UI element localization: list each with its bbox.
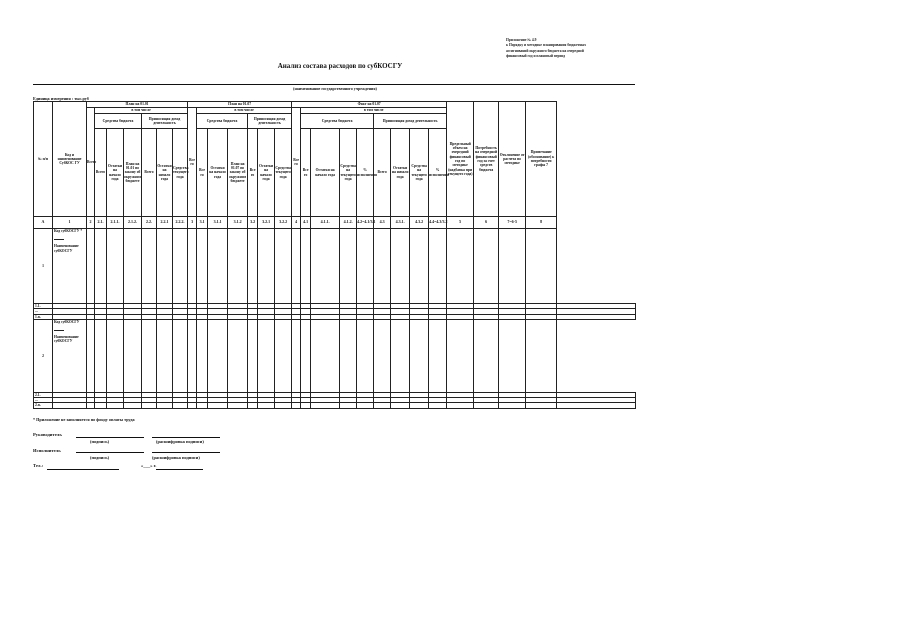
col-number: 2.1.: [95, 217, 107, 229]
date-month-line: [156, 469, 203, 470]
data-cell[interactable]: [228, 229, 248, 304]
data-cell[interactable]: [188, 229, 197, 304]
data-cell[interactable]: [107, 319, 124, 392]
data-cell[interactable]: [208, 403, 228, 408]
row-number: 1.1.: [34, 304, 53, 309]
header-in-that-2: в том числе: [197, 108, 292, 114]
data-cell[interactable]: [292, 319, 301, 392]
header-sub-ostatki: Остатки на начало года: [311, 129, 340, 217]
data-cell[interactable]: [391, 319, 410, 392]
data-cell[interactable]: [410, 229, 429, 304]
header-plan-0101: План на 01.01: [87, 102, 188, 108]
data-cell[interactable]: [275, 403, 292, 408]
header-budget-3: Средства бюджета: [301, 114, 374, 129]
data-cell[interactable]: [429, 403, 447, 408]
data-cell[interactable]: [197, 403, 208, 408]
header-sub-pct: % исполнения: [429, 129, 447, 217]
col-number: 2.1.2.: [124, 217, 142, 229]
col-number: 4: [292, 217, 301, 229]
col-number: 4.3.2: [410, 217, 429, 229]
row-code-name[interactable]: [53, 319, 87, 392]
col-number: 4.3.1.: [391, 217, 410, 229]
header-sub-sredstva: Средства на текущего года: [410, 129, 429, 217]
data-cell[interactable]: [526, 319, 557, 392]
row-number: 1: [34, 229, 53, 304]
col-number: 3.2.2: [275, 217, 292, 229]
header-sub-vsego: Все го: [301, 129, 311, 217]
executor-name-line[interactable]: [152, 452, 220, 453]
col-number: 8: [526, 217, 557, 229]
data-cell[interactable]: [447, 403, 474, 408]
subkosgu-code-label: Код субКОСГУ *: [54, 229, 83, 233]
data-cell[interactable]: [95, 403, 107, 408]
analysis-table: [33, 101, 636, 411]
data-cell[interactable]: [391, 229, 410, 304]
header-in-that-1: в том числе: [95, 108, 188, 114]
header-num: № п/п: [34, 102, 53, 217]
data-cell[interactable]: [173, 319, 188, 392]
col-number: 5: [447, 217, 474, 229]
header-sub-ostatki: Остатки на начало года: [107, 129, 124, 217]
col-number: 3.1.1: [208, 217, 228, 229]
header-predel: Предельный объем на очередной финансовый год по методике (надбавка при текущего года): [447, 102, 474, 217]
data-cell[interactable]: [248, 319, 258, 392]
table-row: [34, 403, 636, 408]
executor-label: Исполнитель: [33, 448, 61, 453]
data-cell[interactable]: [311, 403, 340, 408]
document-title: Анализ состава расходов по субКОСГУ: [277, 62, 403, 70]
data-cell[interactable]: [474, 403, 499, 408]
col-number: 1: [53, 217, 87, 229]
appendix-line: ассигнований окружного бюджета на очередной: [506, 48, 584, 53]
header-kod: Код и наименование СубКОС ГУ: [53, 102, 87, 217]
header-sub-ostatki: Остатки на начало года: [157, 129, 173, 217]
data-cell[interactable]: [374, 229, 391, 304]
header-sub-ostatki: Остатки на начало года: [258, 129, 275, 217]
divider: [54, 239, 64, 240]
name-caption: (расшифровка подписи): [152, 455, 200, 460]
data-cell[interactable]: [142, 403, 157, 408]
header-sub-vsego: Все го: [248, 129, 258, 217]
col-number: 2: [87, 217, 95, 229]
data-cell[interactable]: [526, 229, 557, 304]
data-cell[interactable]: [53, 403, 87, 408]
header-sub-sredstva: Средства текущего года: [275, 129, 292, 217]
data-cell[interactable]: [374, 403, 391, 408]
data-cell[interactable]: [557, 403, 636, 408]
data-cell[interactable]: [301, 319, 311, 392]
data-cell[interactable]: [275, 319, 292, 392]
footnote: * Приложение не заполняется по фонду оплаты труда: [33, 417, 135, 422]
data-cell[interactable]: [248, 403, 258, 408]
data-cell[interactable]: [197, 229, 208, 304]
data-cell[interactable]: [95, 229, 107, 304]
organization-name-line: [33, 84, 635, 85]
header-potrebnost: Потребность на очередной финансовый год за счет средств бюджета: [474, 102, 499, 217]
col-number: 3.1: [197, 217, 208, 229]
header-sub-plan-zakon: План на 01.01 по закону об окружном бюджете: [124, 129, 142, 217]
signature-caption: (подпись): [90, 439, 110, 444]
unit-of-measure: Единица измерения : тыс.руб: [33, 96, 89, 101]
data-cell[interactable]: [124, 229, 142, 304]
row-code-name[interactable]: [53, 229, 87, 304]
data-cell[interactable]: [173, 229, 188, 304]
data-cell[interactable]: [157, 403, 173, 408]
data-cell[interactable]: [292, 229, 301, 304]
data-cell[interactable]: [87, 403, 95, 408]
data-cell[interactable]: [87, 319, 95, 392]
data-cell[interactable]: [410, 403, 429, 408]
data-cell[interactable]: [228, 319, 248, 392]
col-number: 3.1.2: [228, 217, 248, 229]
data-cell[interactable]: [474, 229, 499, 304]
divider: [54, 330, 64, 331]
head-label: Руководитель: [33, 432, 62, 437]
header-sub-sredstva: Средства текущего года: [173, 129, 188, 217]
header-sub-vsego: Все го: [197, 129, 208, 217]
date-field[interactable]: «___» г.: [141, 463, 157, 468]
organization-caption: (наименование государственного учреждения): [293, 86, 377, 91]
col-number: 4.1.2.: [340, 217, 357, 229]
header-vsego-3: Все го: [292, 108, 301, 217]
subkosgu-name-label: Наименование субКОСГУ: [54, 335, 79, 344]
header-vsego-2: Все го: [188, 108, 197, 217]
data-cell[interactable]: [142, 229, 157, 304]
data-cell[interactable]: [357, 319, 374, 392]
header-income-3: Приносящая доход деятельность: [374, 114, 447, 129]
data-cell[interactable]: [311, 229, 340, 304]
data-cell[interactable]: [208, 229, 228, 304]
row-number: 2.n.: [34, 403, 53, 408]
col-number: 2.2.2.: [173, 217, 188, 229]
data-cell[interactable]: [429, 229, 447, 304]
header-income-1: Приносящая доход деятельность: [142, 114, 188, 129]
header-sub-vsego: Всего: [142, 129, 157, 217]
data-cell[interactable]: [292, 403, 301, 408]
data-cell[interactable]: [188, 403, 197, 408]
col-number: 4.1.1.: [311, 217, 340, 229]
col-number: 3.2: [248, 217, 258, 229]
data-cell[interactable]: [429, 319, 447, 392]
col-number: 4.4=4.3/3.2: [429, 217, 447, 229]
header-sub-pct: % исполнения: [357, 129, 374, 217]
data-cell[interactable]: [107, 229, 124, 304]
header-income-2: Приносящая доход деятельность: [248, 114, 292, 129]
header-sub-sredstva: Средства на текущего года: [340, 129, 357, 217]
data-cell[interactable]: [357, 403, 374, 408]
data-cell[interactable]: [157, 229, 173, 304]
header-sub-ostatki: Остатки на начало года: [391, 129, 410, 217]
data-cell[interactable]: [499, 229, 526, 304]
name-caption: (расшифровка подписи): [156, 439, 204, 444]
header-fact-0107: Факт на 01.07: [292, 102, 447, 108]
subkosgu-code-label: Код субКОСГУ: [54, 319, 80, 324]
data-cell[interactable]: [107, 403, 124, 408]
data-cell[interactable]: [340, 229, 357, 304]
phone-label: Тел.:: [33, 463, 44, 468]
data-cell[interactable]: [173, 403, 188, 408]
phone-line[interactable]: [47, 469, 119, 470]
table-row: [34, 229, 636, 304]
header-primechanie: Примечание (обоснование) к потребности графы 7: [526, 102, 557, 217]
header-sub-vsego: Всего: [95, 129, 107, 217]
col-number: 4.3: [374, 217, 391, 229]
col-number: 2.2.: [142, 217, 157, 229]
data-cell[interactable]: [258, 319, 275, 392]
subkosgu-name-label: Наименование субКОСГУ: [54, 244, 79, 253]
data-cell[interactable]: [124, 319, 142, 392]
data-cell[interactable]: [499, 319, 526, 392]
col-number: 7=6-5: [499, 217, 526, 229]
col-number: 4.1: [301, 217, 311, 229]
col-number: 3: [188, 217, 197, 229]
data-cell[interactable]: [301, 403, 311, 408]
col-number: 3.2.1: [258, 217, 275, 229]
col-number: 6: [474, 217, 499, 229]
header-vsego-1: Всего: [87, 108, 95, 217]
appendix-note: [506, 38, 656, 60]
data-cell[interactable]: [474, 319, 499, 392]
data-cell[interactable]: [311, 319, 340, 392]
head-name-line[interactable]: [152, 437, 220, 438]
header-sub-plan-zakon: План на 01.07 по закону об окружном бюджете: [228, 129, 248, 217]
row-number: 2.1.: [34, 392, 53, 397]
header-plan-0107: План на 01.07: [188, 102, 292, 108]
header-sub-vsego: Всего: [374, 129, 391, 217]
appendix-line: к Порядку и методике планирования бюджетных: [506, 43, 587, 48]
header-otklonenie: Отклонение от расчета по методике: [499, 102, 526, 217]
data-cell[interactable]: [275, 229, 292, 304]
data-cell[interactable]: [95, 319, 107, 392]
executor-signature-line[interactable]: [76, 452, 144, 453]
data-cell[interactable]: [197, 319, 208, 392]
data-cell[interactable]: [157, 319, 173, 392]
data-cell[interactable]: [142, 319, 157, 392]
data-cell[interactable]: [499, 403, 526, 408]
data-cell[interactable]: [391, 403, 410, 408]
row-number: ...: [34, 309, 53, 314]
header-budget-1: Средства бюджета: [95, 114, 142, 129]
data-cell[interactable]: [258, 403, 275, 408]
data-cell[interactable]: [447, 319, 474, 392]
col-number: 4.2=4.1/3.1: [357, 217, 374, 229]
col-number: А: [34, 217, 53, 229]
head-signature-line[interactable]: [76, 437, 144, 438]
col-number: 2.2.1: [157, 217, 173, 229]
header-in-that-3: в том числе: [301, 108, 447, 114]
row-number: ...: [34, 398, 53, 403]
data-cell[interactable]: [447, 229, 474, 304]
data-cell[interactable]: [557, 314, 636, 319]
data-cell[interactable]: [374, 319, 391, 392]
col-number: 2.1.1.: [107, 217, 124, 229]
appendix-line: Приложение № 4.9: [506, 38, 537, 42]
header-sub-ostatki: Остатки на начало года: [208, 129, 228, 217]
signature-caption: (подпись): [90, 455, 110, 460]
header-budget-2: Средства бюджета: [197, 114, 248, 129]
appendix-line: финансовый год и плановый период: [506, 54, 566, 59]
data-cell[interactable]: [410, 319, 429, 392]
data-cell[interactable]: [357, 229, 374, 304]
data-cell[interactable]: [87, 229, 95, 304]
data-cell[interactable]: [188, 319, 197, 392]
table-row: [34, 319, 636, 392]
row-number: 1.n.: [34, 314, 53, 319]
data-cell[interactable]: [526, 403, 557, 408]
data-cell[interactable]: [301, 229, 311, 304]
data-cell[interactable]: [208, 319, 228, 392]
data-cell[interactable]: [124, 403, 142, 408]
data-cell[interactable]: [340, 403, 357, 408]
row-number: 2: [34, 319, 53, 392]
data-cell[interactable]: [340, 319, 357, 392]
data-cell[interactable]: [258, 229, 275, 304]
column-number-row: [34, 217, 636, 229]
data-cell[interactable]: [248, 229, 258, 304]
data-cell[interactable]: [228, 403, 248, 408]
